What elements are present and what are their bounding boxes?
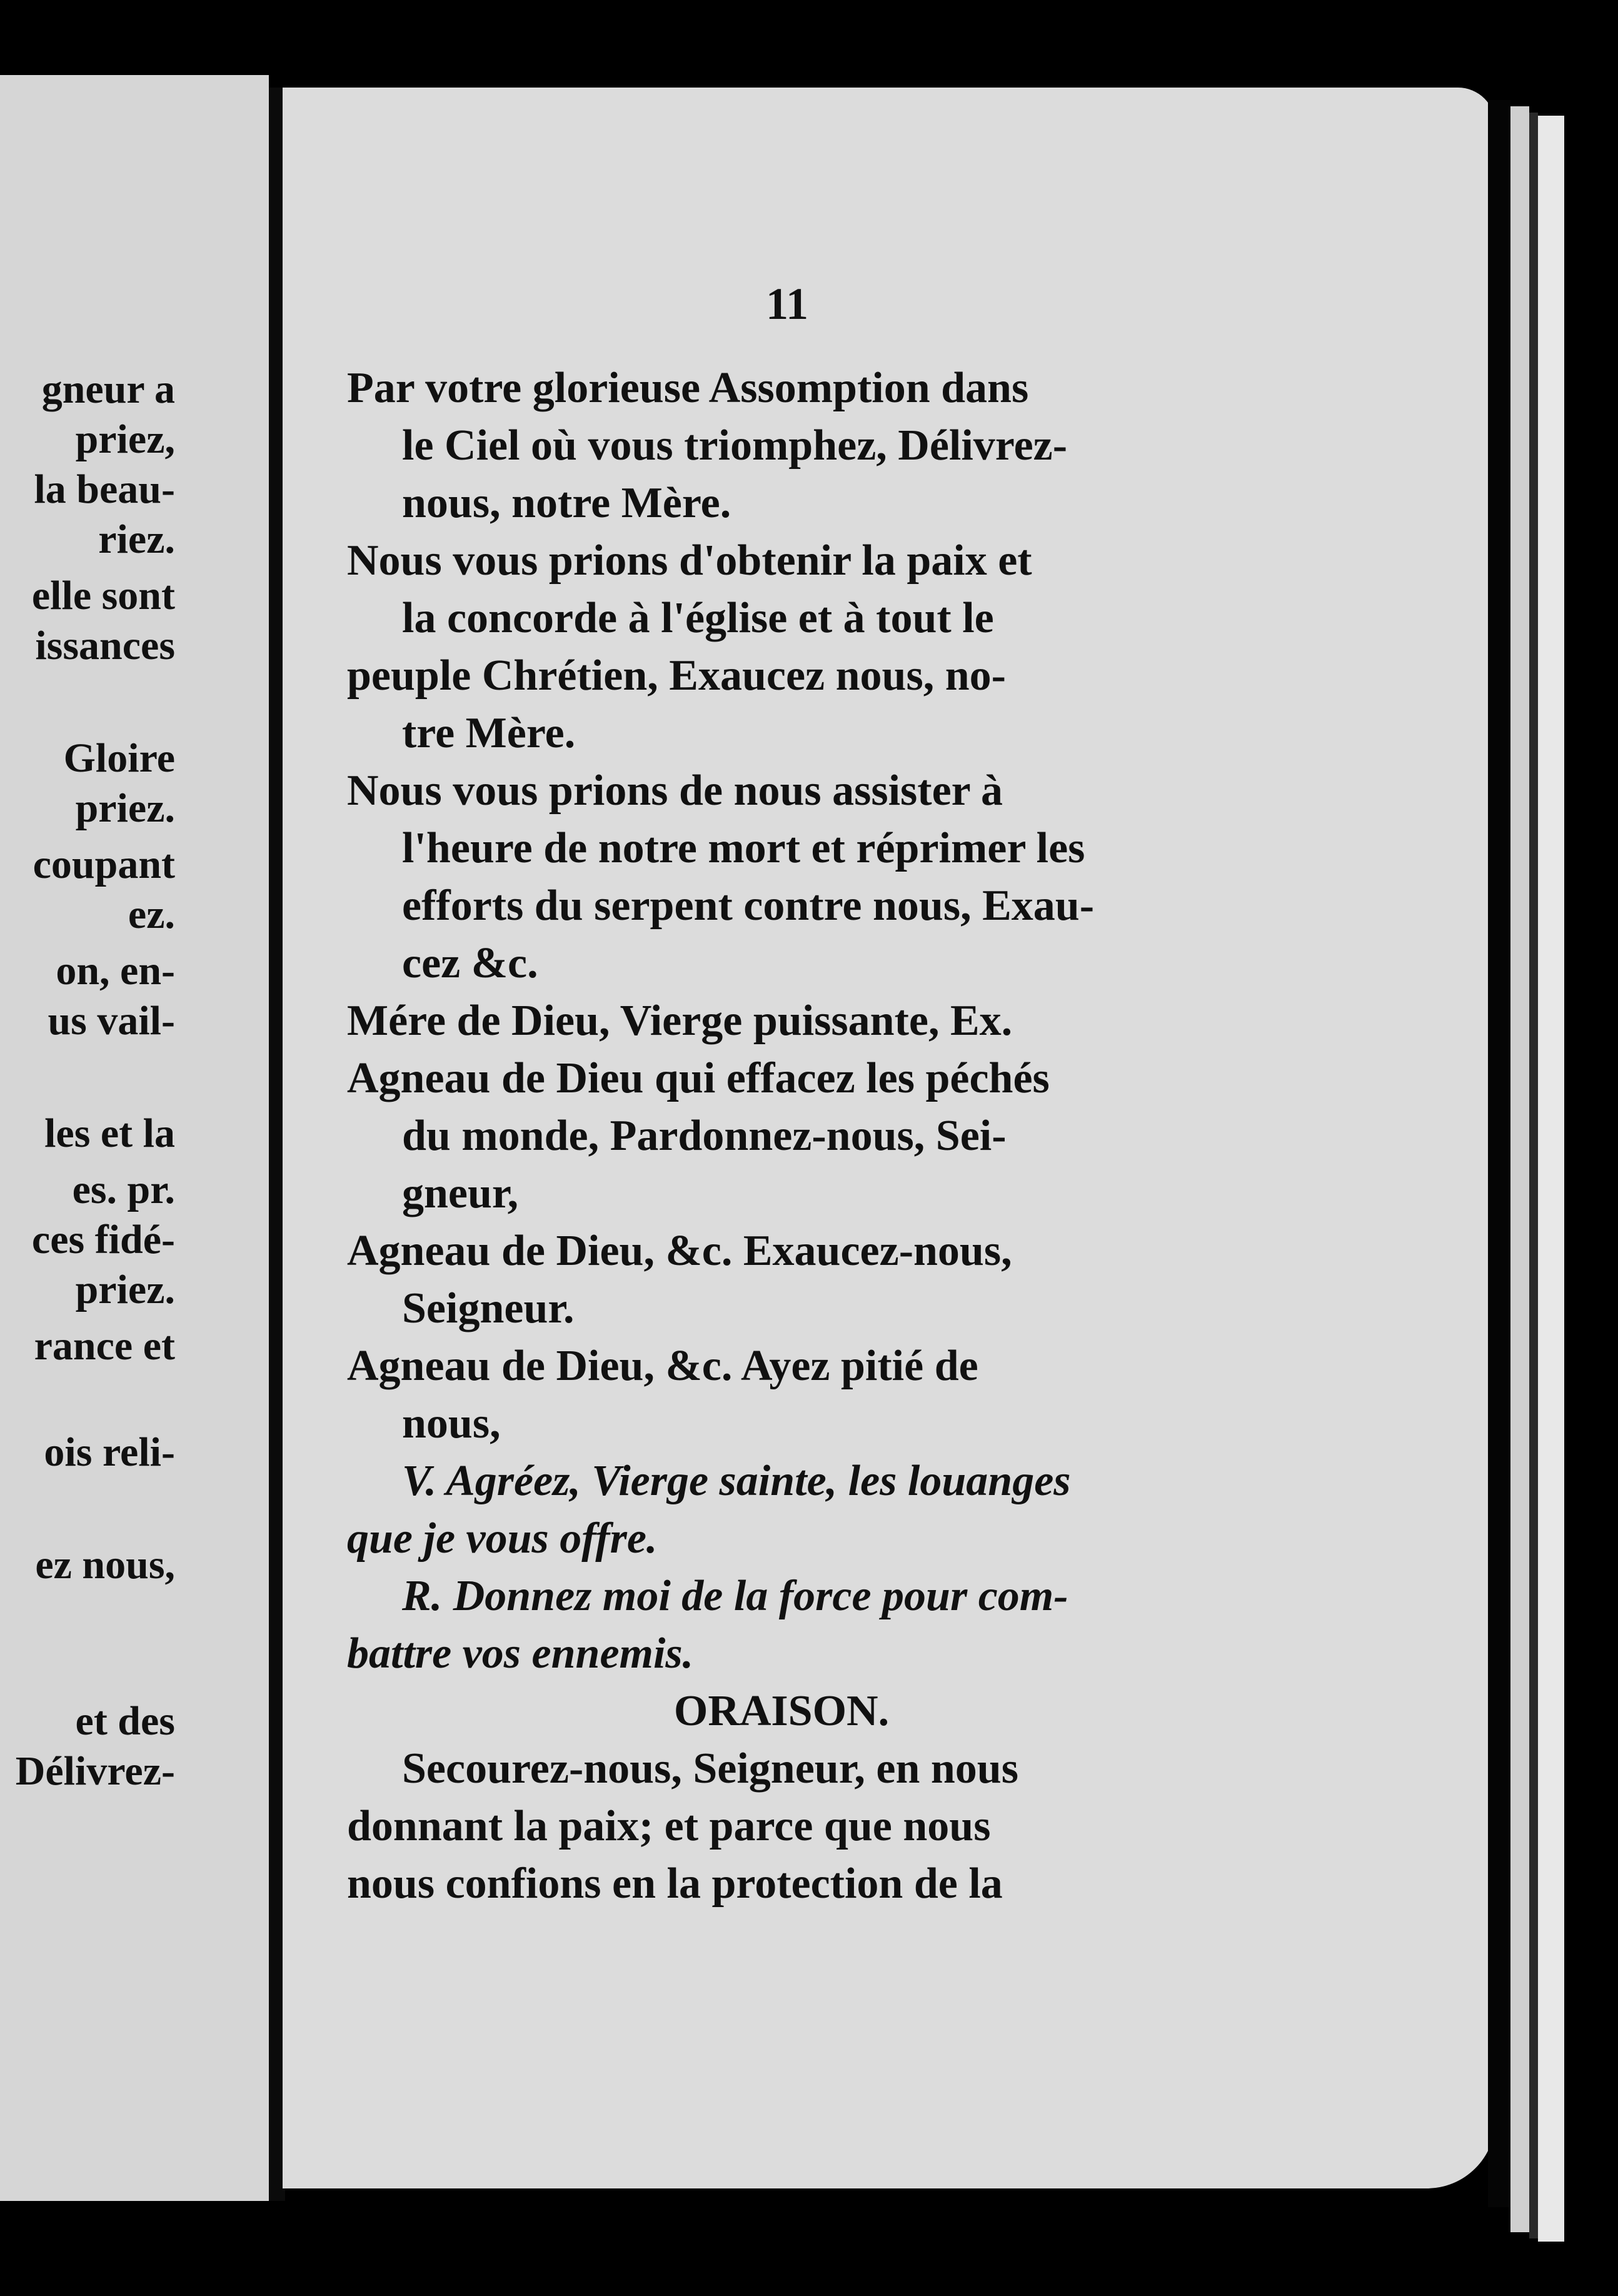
- section-heading: ORAISON.: [673, 1687, 890, 1735]
- left-page-line: ois reli-: [44, 1429, 175, 1475]
- text-line: Nous vous prions de nous assister à: [347, 767, 1003, 815]
- left-page-line: priez,: [75, 416, 175, 462]
- text-line: donnant la paix; et parce que nous: [347, 1802, 991, 1850]
- left-page-line: ces fidé-: [31, 1217, 175, 1262]
- page-edge-shadow: [1488, 100, 1510, 2207]
- text-line: gneur,: [402, 1169, 519, 1217]
- text-line: du monde, Pardonnez-nous, Sei-: [402, 1112, 1007, 1160]
- left-page-line: elle sont: [31, 573, 175, 618]
- left-page-line: les et la: [44, 1110, 175, 1156]
- left-page-line: Gloire: [63, 735, 175, 781]
- left-page: [0, 75, 269, 2201]
- left-page-line: us vail-: [48, 998, 175, 1044]
- left-page-line: ez nous,: [35, 1542, 175, 1588]
- text-line: nous,: [402, 1399, 501, 1448]
- left-page-line: coupant: [33, 842, 175, 887]
- versicle-line: V. Agréez, Vierge sainte, les louanges: [402, 1457, 1071, 1505]
- text-line: cez &c.: [402, 939, 538, 987]
- left-page-line: rance et: [34, 1323, 175, 1369]
- text-line: efforts du serpent contre nous, Exau-: [402, 882, 1095, 930]
- left-page-line: priez.: [75, 785, 175, 831]
- text-line: la concorde à l'église et à tout le: [402, 594, 994, 642]
- page-stack-edge: [1510, 106, 1529, 2232]
- left-page-line: on, en-: [56, 948, 175, 994]
- left-page-line: la beau-: [34, 466, 175, 512]
- text-line: le Ciel où vous triomphez, Délivrez-: [402, 421, 1068, 470]
- left-page-line: priez.: [75, 1267, 175, 1312]
- text-line: l'heure de notre mort et réprimer les: [402, 824, 1085, 872]
- page-stack-edge: [1529, 113, 1538, 2238]
- left-page-line: issances: [35, 623, 175, 668]
- left-page-line: ez.: [128, 892, 175, 937]
- left-page-line: gneur a: [41, 366, 175, 412]
- left-page-line: riez.: [98, 516, 175, 562]
- text-line: Secourez-nous, Seigneur, en nous: [402, 1745, 1018, 1793]
- text-line: Agneau de Dieu, &c. Exaucez-nous,: [347, 1227, 1012, 1275]
- text-line: nous, notre Mère.: [402, 479, 731, 527]
- text-line: nous confions en la protection de la: [347, 1860, 1003, 1908]
- text-line: tre Mère.: [402, 709, 576, 757]
- text-line: Nous vous prions d'obtenir la paix et: [347, 536, 1032, 585]
- response-line: battre vos ennemis.: [347, 1629, 694, 1678]
- page-stack-edge: [1538, 116, 1564, 2242]
- text-line: Par votre glorieuse Assomption dans: [347, 364, 1029, 412]
- left-page-line: et des: [75, 1698, 175, 1744]
- text-line: Mére de Dieu, Vierge puissante, Ex.: [347, 997, 1013, 1045]
- page-number: 11: [766, 279, 809, 329]
- text-line: peuple Chrétien, Exaucez nous, no-: [347, 652, 1006, 700]
- text-line: Agneau de Dieu qui effacez les péchés: [347, 1054, 1050, 1102]
- left-page-line: Délivrez-: [15, 1748, 175, 1794]
- page-body-text: [347, 360, 1216, 1913]
- response-line: R. Donnez moi de la force pour com-: [402, 1572, 1068, 1620]
- text-line: Seigneur.: [402, 1284, 575, 1332]
- left-page-line: es. pr.: [72, 1167, 175, 1212]
- versicle-line: que je vous offre.: [347, 1514, 658, 1563]
- text-line: Agneau de Dieu, &c. Ayez pitié de: [347, 1342, 978, 1390]
